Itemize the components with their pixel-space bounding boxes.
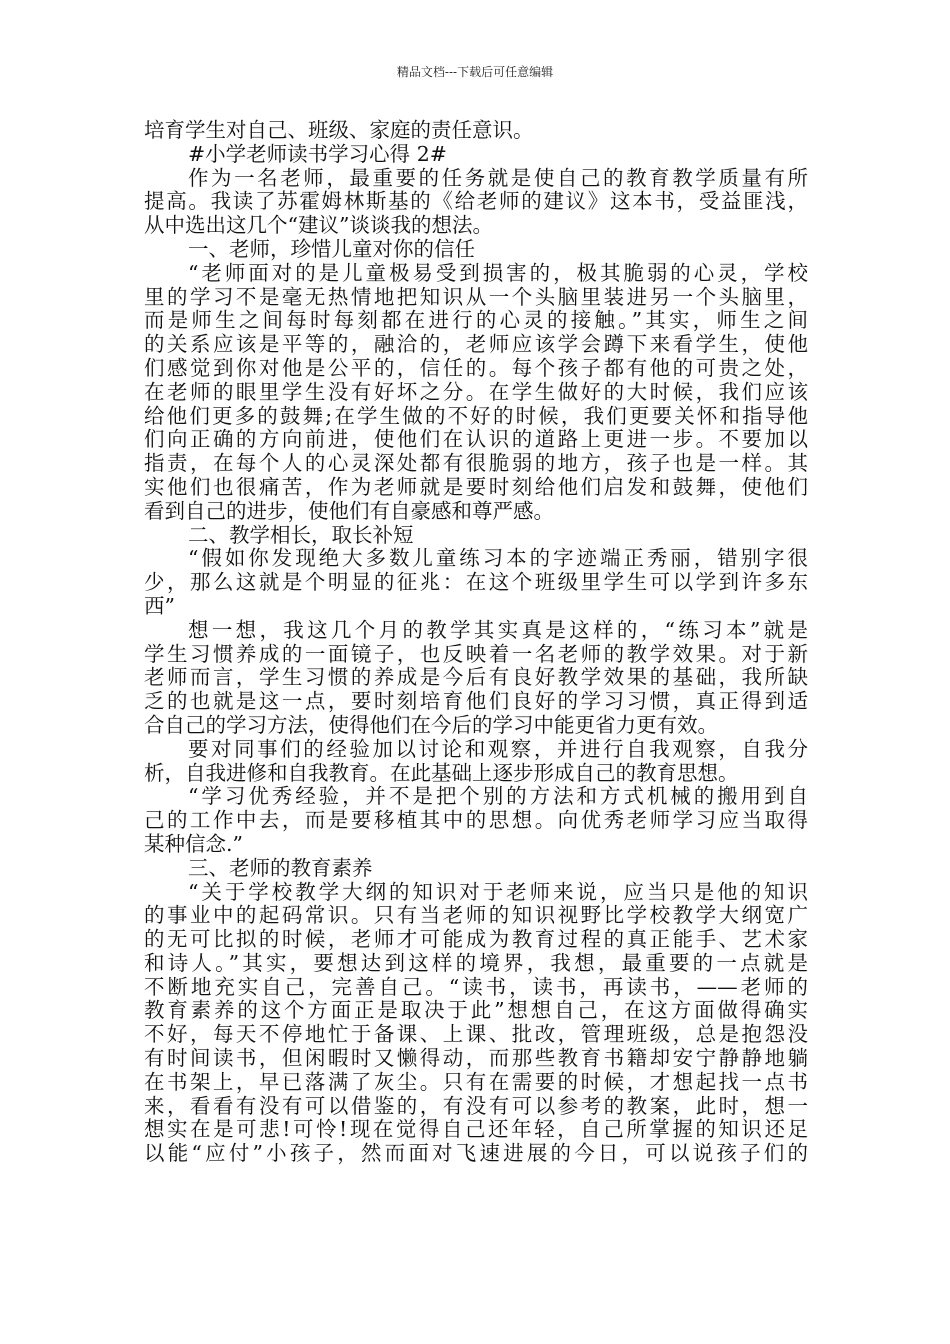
text-line: 实他们也很痛苦，作为老师就是要时刻给他们启发和鼓舞，使他们 [144,475,808,499]
text-line: “老师面对的是儿童极易受到损害的，极其脆弱的心灵，学校 [188,261,808,285]
text-line: 在书架上，早已落满了灰尘。只有在需要的时候，才想起找一点书 [144,1070,808,1094]
text-line: 乏的也就是这一点，要时刻培育他们良好的学习习惯，真正得到适 [144,690,808,714]
text-line: “学习优秀经验，并不是把个别的方法和方式机械的搬用到自 [188,785,808,809]
text-line: 来，看看有没有可以借鉴的，有没有可以参考的教案，此时，想一 [144,1094,808,1118]
page-header: 精品文档---下载后可任意编辑 [396,65,554,79]
text-line: 一、老师，珍惜儿童对你的信任 [188,237,475,261]
text-line: #小学老师读书学习心得 2# [188,142,447,166]
text-line: 培育学生对自己、班级、家庭的责任意识。 [144,119,534,142]
text-line: 西” [144,594,175,618]
text-line: 有时间读书，但闲暇时又懒得动，而那些教育书籍却安宁静静地躺 [144,1047,808,1071]
text-line: 不好，每天不停地忙于备课、上课、批改，管理班级，总是抱怨没 [144,1023,808,1047]
text-line: 学生习惯养成的一面镜子，也反映着一名老师的教学效果。对于新 [144,642,808,666]
text-line: 给他们更多的鼓舞;在学生做的不好的时候，我们更要关怀和指导他 [144,404,808,428]
text-line: 某种信念.” [144,832,243,856]
text-line: 的事业中的起码常识。只有当老师的知识视野比学校教学大纲宽广 [144,904,808,928]
text-line: 少，那么这就是个明显的征兆：在这个班级里学生可以学到许多东 [144,571,808,595]
text-line: 想一想，我这几个月的教学其实真是这样的，“练习本”就是 [188,618,808,642]
text-line: 们感觉到你对他是公平的，信任的。每个孩子都有他的可贵之处， [144,356,808,380]
text-line: 二、教学相长，取长补短 [188,523,414,547]
text-line: 提高。我读了苏霍姆林斯基的《给老师的建议》这本书，受益匪浅， [144,190,808,214]
text-line: 从中选出这几个“建议”谈谈我的想法。 [144,214,493,238]
text-line: 不断地充实自己，完善自己。“读书，读书，再读书，——老师的 [144,975,808,999]
text-line: 的关系应该是平等的，融洽的，老师应该学会蹲下来看学生，使他 [144,333,808,357]
text-line: “假如你发现绝大多数儿童练习本的字迹端正秀丽，错别字很 [188,547,808,571]
text-line: 指责，在每个人的心灵深处都有很脆弱的地方，孩子也是一样。其 [144,452,808,476]
text-line: 和诗人。”其实，要想达到这样的境界，我想，最重要的一点就是 [144,951,808,975]
text-line: 析，自我进修和自我教育。在此基础上逐步形成自己的教育思想。 [144,761,739,785]
text-line: 作为一名老师，最重要的任务就是使自己的教育教学质量有所 [188,166,808,190]
text-line: 里的学习不是毫无热情地把知识从一个头脑里装进另一个头脑里， [144,285,808,309]
text-line: 们向正确的方向前进，使他们在认识的道路上更进一步。不要加以 [144,428,808,452]
text-line: 在老师的眼里学生没有好坏之分。在学生做好的大时候，我们应该 [144,380,808,404]
text-line: 教育素养的这个方面正是取决于此”想想自己，在这方面做得确实 [144,999,808,1023]
text-line: 想实在是可悲!可怜!现在觉得自己还年轻，自己所掌握的知识还足 [144,1118,808,1142]
text-line: 看到自己的进步，使他们有自豪感和尊严感。 [144,499,554,523]
text-line: 而是师生之间每时每刻都在进行的心灵的接触。”其实，师生之间 [144,309,808,333]
text-line: 己的工作中去，而是要移植其中的思想。向优秀老师学习应当取得 [144,809,808,833]
text-line: 三、老师的教育素养 [188,856,373,880]
document-body [144,119,808,1166]
text-line: 以能“应付”小孩子，然而面对飞速进展的今日，可以说孩子们的 [144,1142,808,1166]
text-line: 的无可比拟的时候，老师才可能成为教育过程的真正能手、艺术家 [144,928,808,952]
text-line: “关于学校教学大纲的知识对于老师来说，应当只是他的知识 [188,880,808,904]
text-line: 要对同事们的经验加以讨论和观察，并进行自我观察，自我分 [188,737,808,761]
text-line: 合自己的学习方法，使得他们在今后的学习中能更省力更有效。 [144,713,718,737]
text-line: 老师而言，学生习惯的养成是今后有良好教学效果的基础，我所缺 [144,666,808,690]
